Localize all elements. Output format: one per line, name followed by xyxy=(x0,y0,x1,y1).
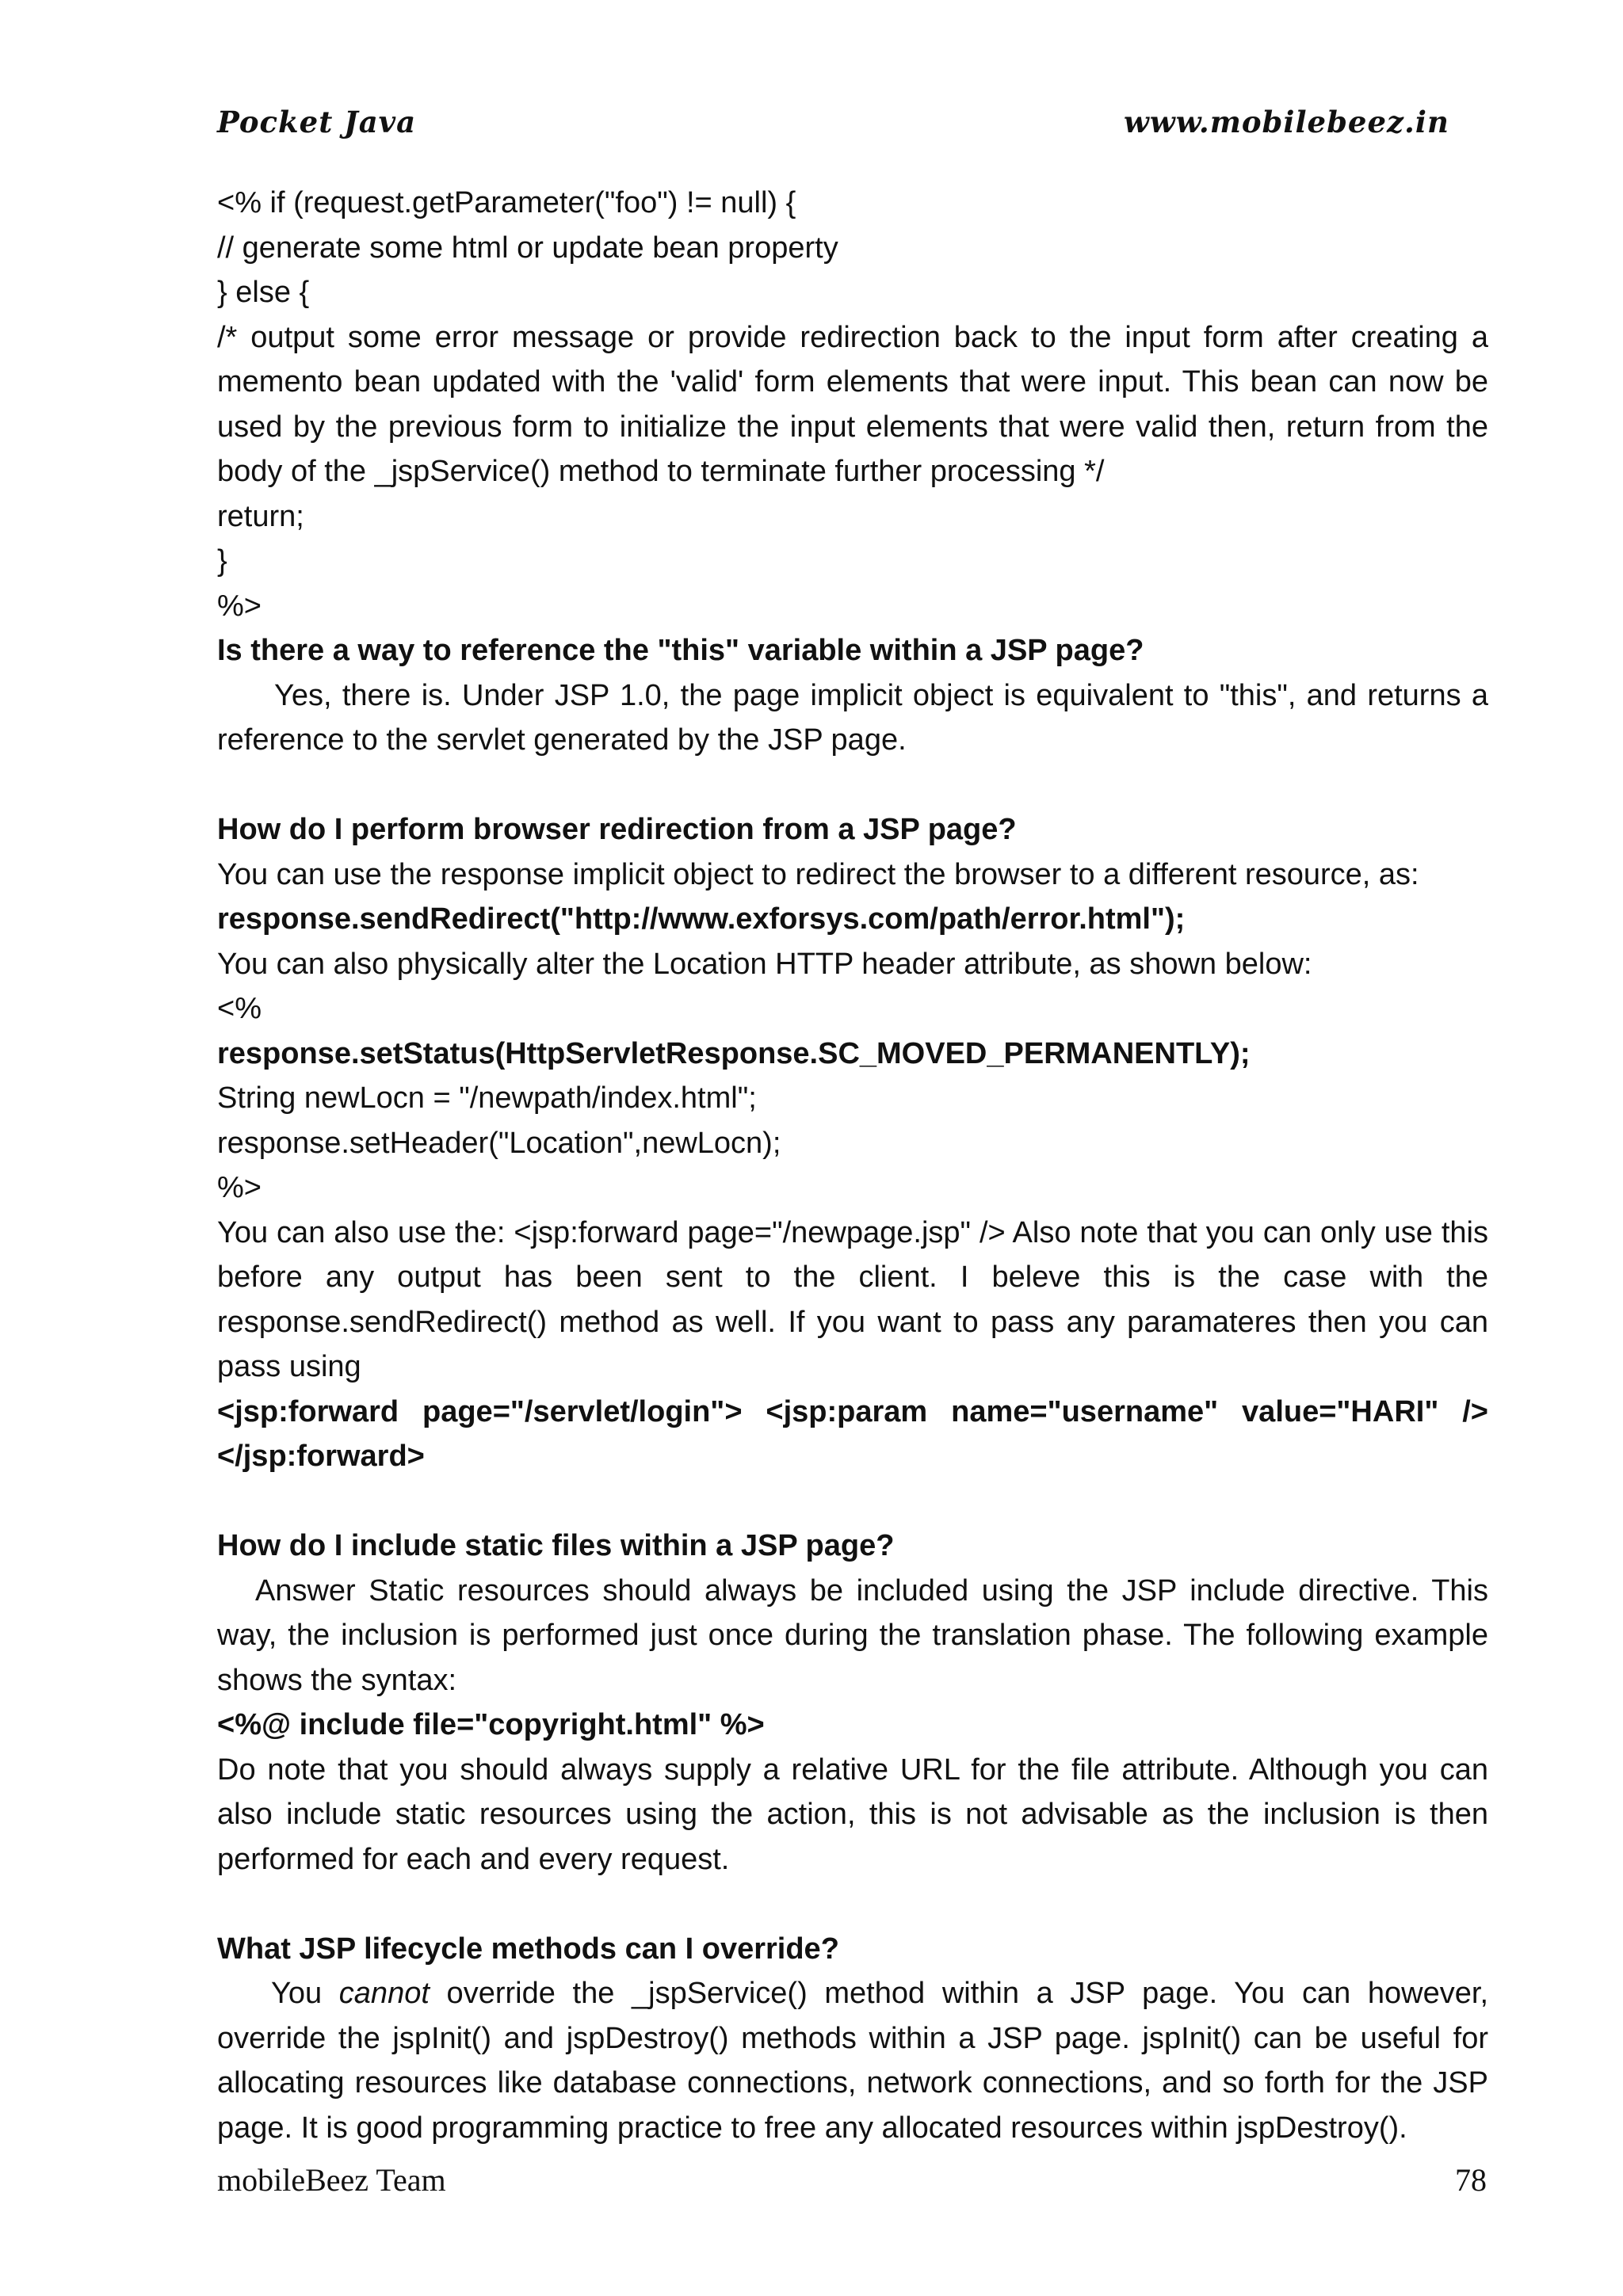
code-block: <jsp:forward page="/servlet/login"> <jsp:param name="username" value="HARI" /> </jsp:forward> xyxy=(217,1394,1488,1473)
code-line: } xyxy=(217,544,227,578)
page-body xyxy=(217,181,1488,2150)
code-line: } else { xyxy=(217,276,310,309)
answer-paragraph: You can also use the: <jsp:forward page="/newpage.jsp" /> Also note that you can only use this before any output has been sent to the client. I beleve this is the case with the response.sendRedirect() method as well. If you want to pass any paramateres then you can pass using xyxy=(217,1215,1488,1383)
code-line: <%@ include file="copyright.html" %> xyxy=(217,1708,765,1741)
answer-paragraph: Yes, there is. Under JSP 1.0, the page implicit object is equivalent to "this", and returns a reference to the servlet generated by the JSP page. xyxy=(217,678,1488,757)
answer-paragraph: Do note that you should always supply a relative URL for the file attribute. Although you can also include static resources using the action, this is not advisable as the inclusion is then performed for each and every request. xyxy=(217,1753,1488,1876)
running-header-title: Pocket Java xyxy=(217,105,417,139)
emphasis-text: cannot xyxy=(338,1977,430,2010)
answer-paragraph: You can use the response implicit object to redirect the browser to a different resource, as: xyxy=(217,857,1419,891)
footer-author: mobileBeez Team xyxy=(217,2162,446,2198)
code-line: <% if (request.getParameter("foo") != null) { xyxy=(217,186,796,219)
answer-paragraph: You can also physically alter the Location HTTP header attribute, as shown below: xyxy=(217,947,1312,981)
code-line: return; xyxy=(217,499,304,533)
code-line: <% xyxy=(217,992,262,1025)
question-heading: What JSP lifecycle methods can I override? xyxy=(217,1932,839,1966)
code-line: // generate some html or update bean property xyxy=(217,231,838,265)
code-line: response.setHeader("Location",newLocn); xyxy=(217,1126,781,1160)
code-line: %> xyxy=(217,589,262,623)
answer-text: You xyxy=(271,1977,339,2010)
spacer xyxy=(217,763,1488,808)
spacer xyxy=(217,1479,1488,1524)
answer-paragraph: Answer Static resources should always be included using the JSP include directive. This way, the inclusion is performed just once during the translation phase. The following example shows the syntax: xyxy=(217,1573,1488,1697)
code-line: String newLocn = "/newpath/index.html"; xyxy=(217,1081,757,1115)
running-header-url: www.mobilebeez.in xyxy=(1124,105,1449,139)
question-heading: How do I include static files within a JSP page? xyxy=(217,1529,895,1562)
answer-paragraph xyxy=(217,1971,1488,2150)
code-line: response.sendRedirect("http://www.exforsys.com/path/error.html"); xyxy=(217,902,1186,936)
answer-text: override the _jspService() method within a JSP page. You can however, override the jspInit() and jspDestroy() methods within a JSP page. jspInit() can be useful for allocating resources like database connections, network connections, and so forth for the JSP page. It is good programming practice to free any allocated resources within jspDestroy(). xyxy=(217,1977,1488,2145)
page-number: 78 xyxy=(1455,2162,1487,2198)
spacer xyxy=(217,1882,1488,1927)
code-line: %> xyxy=(217,1171,262,1204)
question-heading: How do I perform browser redirection from a JSP page? xyxy=(217,813,1017,846)
code-comment-block: /* output some error message or provide redirection back to the input form after creating a memento bean updated with the 'valid' form elements that were input. This bean can now be used by the previous form to initialize the input elements that were valid then, return from the body of the _jspService() method to terminate further processing */ xyxy=(217,320,1488,488)
question-heading: Is there a way to reference the "this" variable within a JSP page? xyxy=(217,634,1144,667)
code-line: response.setStatus(HttpServletResponse.SC_MOVED_PERMANENTLY); xyxy=(217,1036,1251,1070)
